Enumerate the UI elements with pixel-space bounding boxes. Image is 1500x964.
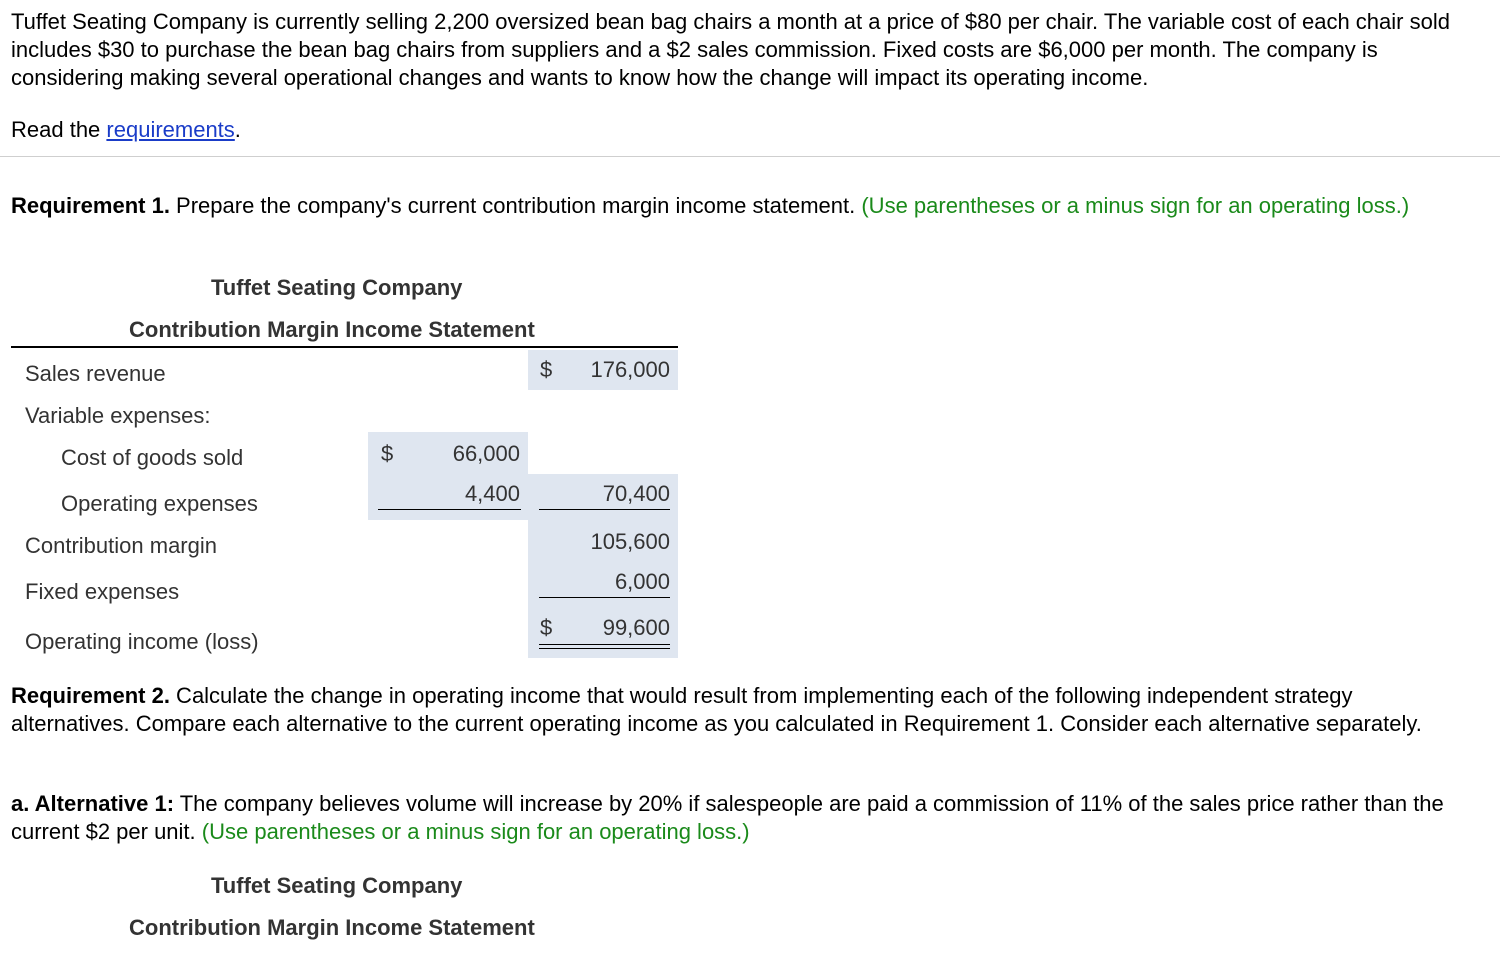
sales-revenue-value[interactable]: 176,000 xyxy=(590,357,670,382)
row-label-variable-expenses: Variable expenses: xyxy=(25,403,211,428)
cogs-value[interactable]: 66,000 xyxy=(452,441,520,466)
requirement-1-label: Requirement 1. xyxy=(11,193,170,218)
row-label-sales-revenue: Sales revenue xyxy=(25,361,166,386)
alternative-1 xyxy=(11,790,1471,846)
problem-description xyxy=(11,8,1471,92)
row-label-cost-of-goods-sold: Cost of goods sold xyxy=(61,445,244,470)
fixed-expenses-value[interactable]: 6,000 xyxy=(614,569,670,594)
row-label-contribution-margin: Contribution margin xyxy=(25,533,217,558)
requirement-2-text: Calculate the change in operating income that would result from implementing each of the following independent strategy alternatives. Compare each alternative to the current operating income as you calculated in Requirement 1. Consider each alternative separately. xyxy=(11,683,1422,736)
statement-2-title: Contribution Margin Income Statement xyxy=(129,915,535,940)
operating-income-value[interactable]: 99,600 xyxy=(602,615,670,640)
alternative-1-label: a. Alternative 1: xyxy=(11,791,175,816)
fixed-expenses-underline xyxy=(539,597,670,598)
cogs-dollar-sign: $ xyxy=(381,441,394,466)
total-variable-expenses-underline xyxy=(539,509,670,510)
row-label-operating-expenses: Operating expenses xyxy=(61,491,258,516)
statement-company-name: Tuffet Seating Company xyxy=(211,275,463,300)
alternative-1-text: The company believes volume will increase by 20% if salespeople are paid a commission of 11% of the sales price rather than the current $2 per unit. xyxy=(11,791,1444,844)
row-label-fixed-expenses: Fixed expenses xyxy=(25,579,180,604)
requirement-1-hint: (Use parentheses or a minus sign for an operating loss.) xyxy=(861,193,1410,218)
operating-expenses-value[interactable]: 4,400 xyxy=(464,481,520,506)
operating-income-double-underline-top xyxy=(539,644,670,645)
row-label-operating-income: Operating income (loss) xyxy=(25,629,259,654)
requirement-1-text: Prepare the company's current contribution margin income statement. xyxy=(169,193,862,218)
requirement-2-label: Requirement 2. xyxy=(11,683,170,708)
sales-revenue-dollar-sign: $ xyxy=(540,357,553,382)
read-prefix: Read the xyxy=(11,117,107,142)
operating-expenses-underline xyxy=(378,509,521,510)
contribution-margin-value[interactable]: 105,600 xyxy=(590,529,670,554)
statement-2-company-name: Tuffet Seating Company xyxy=(211,873,463,898)
statement-header-rule xyxy=(11,346,678,348)
read-requirements-line xyxy=(11,116,1471,144)
requirement-2 xyxy=(11,682,1471,738)
read-suffix: . xyxy=(234,117,241,142)
requirement-1 xyxy=(11,192,1471,220)
statement-title: Contribution Margin Income Statement xyxy=(129,317,535,342)
total-variable-expenses-value[interactable]: 70,400 xyxy=(602,481,670,506)
operating-income-double-underline-bottom xyxy=(539,648,670,649)
requirements-link[interactable]: requirements xyxy=(106,117,235,142)
operating-income-dollar-sign: $ xyxy=(540,615,553,640)
section-divider xyxy=(0,156,1500,157)
alternative-1-hint: (Use parentheses or a minus sign for an operating loss.) xyxy=(201,819,750,844)
problem-text: Tuffet Seating Company is currently selling 2,200 oversized bean bag chairs a month at a price of $80 per chair. The variable cost of each chair sold includes $30 to purchase the bean bag chairs from suppliers and a $2 sales commission. Fixed costs are $6,000 per month. The company is considering making several operational changes and wants to know how the change will impact its operating income. xyxy=(11,9,1450,90)
